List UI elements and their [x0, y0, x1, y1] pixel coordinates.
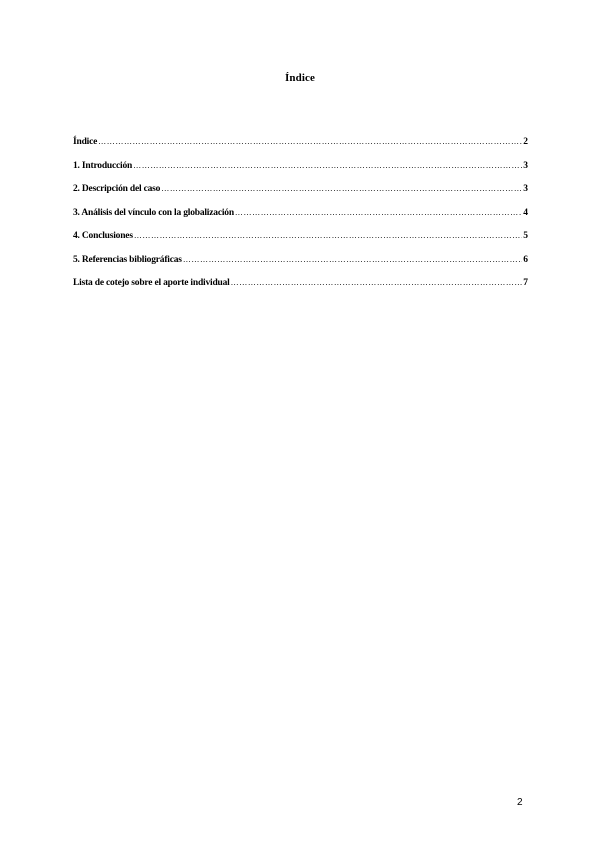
toc-dot-leader [133, 161, 522, 171]
toc-entry-analisis [73, 208, 528, 232]
toc-entry-label: 5. Referencias bibliográficas [73, 254, 182, 265]
toc-entry-page: 3 [523, 184, 528, 194]
toc-entry-introduccion [73, 161, 528, 185]
toc-entry-page: 6 [523, 254, 528, 265]
toc-entry-page: 3 [523, 160, 528, 171]
toc-dot-leader [183, 255, 522, 265]
toc-entry-label: 1. Introducción [73, 160, 133, 171]
toc-entry-label: 3. Análisis del vínculo con la globalización [73, 207, 234, 218]
toc-dot-leader [161, 184, 522, 194]
toc-entry-indice [73, 137, 528, 161]
toc-dot-leader [134, 231, 522, 241]
table-of-contents [73, 137, 528, 302]
toc-entry-page: 4 [523, 207, 528, 218]
toc-entry-page: 2 [523, 137, 528, 147]
page-title: Índice [285, 72, 315, 84]
toc-entry-label: 4. Conclusiones [73, 231, 133, 241]
toc-entry-lista-cotejo [73, 278, 528, 302]
toc-entry-conclusiones [73, 231, 528, 255]
toc-entry-page: 5 [523, 231, 528, 241]
toc-dot-leader [98, 137, 522, 147]
toc-entry-descripcion [73, 184, 528, 208]
page-number: 2 [517, 797, 523, 808]
toc-entry-label: Índice [73, 137, 98, 147]
toc-entry-label: 2. Descripción del caso [73, 184, 161, 194]
toc-entry-label: Lista de cotejo sobre el aporte individual [73, 278, 230, 288]
toc-dot-leader [231, 278, 523, 288]
toc-entry-referencias [73, 255, 528, 279]
toc-entry-page: 7 [523, 278, 528, 288]
toc-dot-leader [235, 208, 522, 218]
